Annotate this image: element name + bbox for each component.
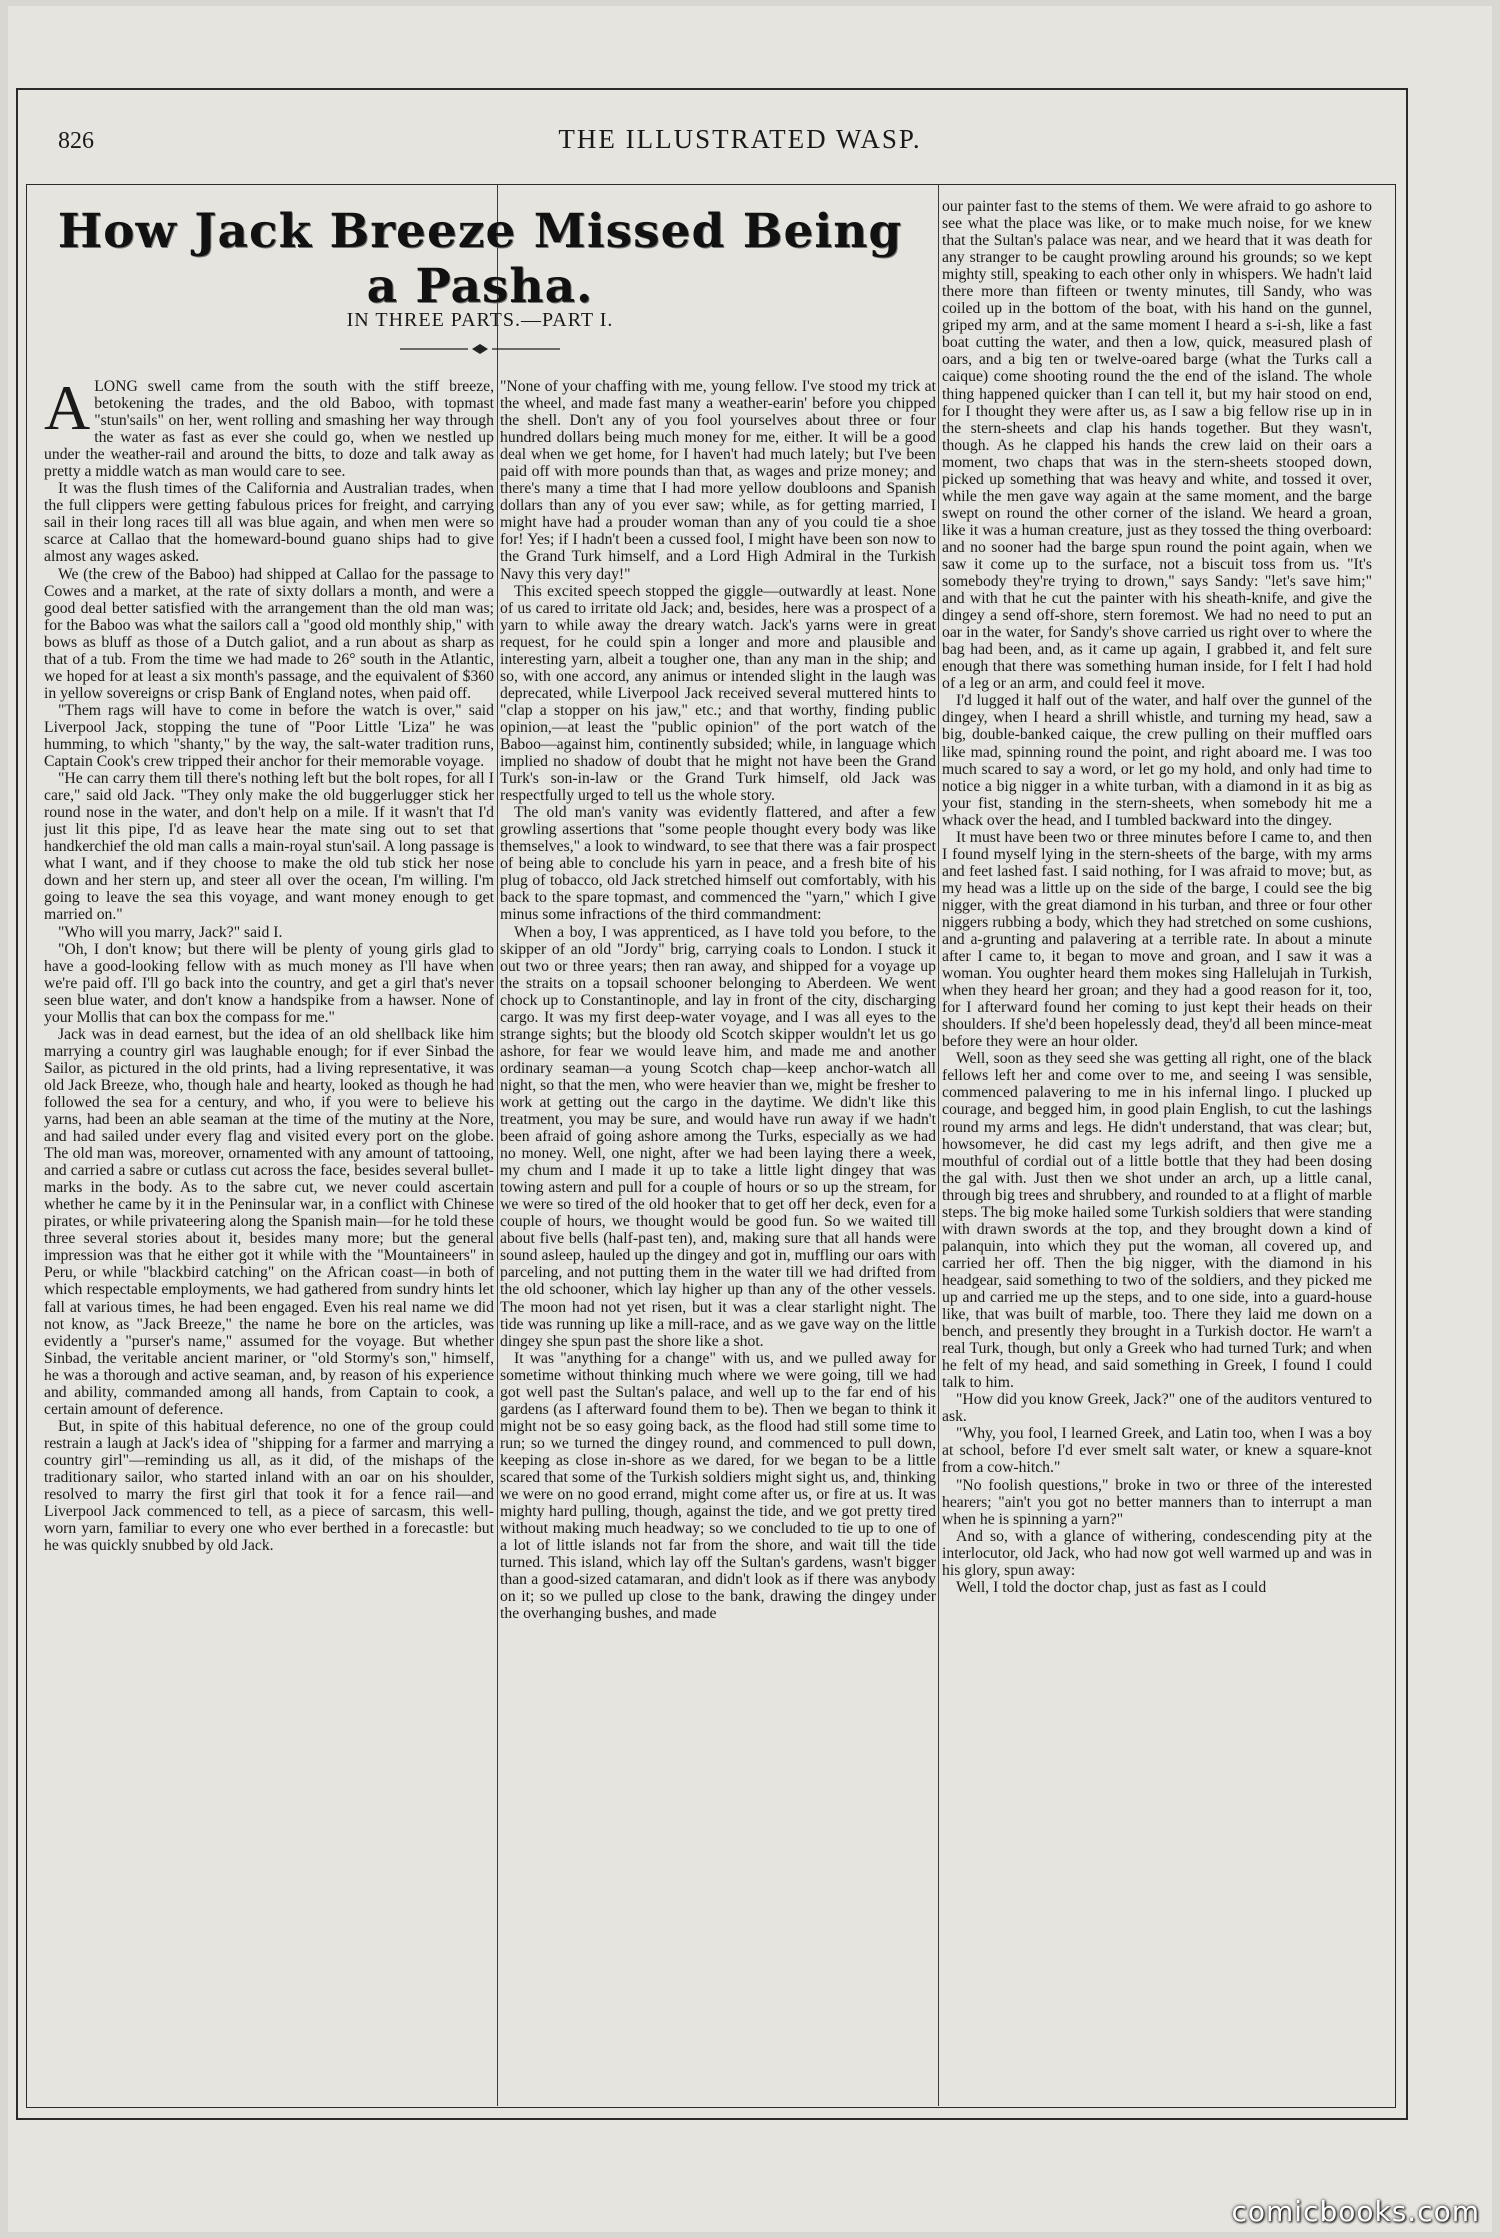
- article-paragraph: It was the flush times of the California and Australian trades, when the full clippers were getting fabulous prices for freight, and carrying sail in their long races till all was blue again, and when men were so scarce at Callao that the homeward-bound guano ships had to give almost any wages asked.: [44, 480, 494, 566]
- article-paragraph: "Why, you fool, I learned Greek, and Latin too, when I was a boy at school, before I'd ever smelt salt water, or knew a square-knot from a cow-hitch.": [942, 1425, 1372, 1477]
- article-title: How Jack Breeze Missed Being a Pasha.: [57, 204, 903, 314]
- article-paragraph: "How did you know Greek, Jack?" one of the auditors ventured to ask.: [942, 1391, 1372, 1426]
- article-paragraph: our painter fast to the stems of them. We were afraid to go ashore to see what the place was like, or to make much noise, for we knew that the Sultan's palace was near, and we heard that it was death for any stranger to be caught prowling around his grounds; so we kept mighty still, speaking to each other only in whispers. We hadn't laid there more than fifteen or twenty minutes, till Sandy, who was coiled up in the bottom of the boat, with his hand on the gunnel, griped my arm, and at the same moment I heard a s-i-sh, like a fast boat cutting the water, and then a low, quick, measured plash of oars, and a big ten or twelve-oared barge (what the Turks call a caique) come shooting round the the end of the island. The whole thing happened quicker than I can tell it, but my hair stood on end, for I thought they were after us, as I saw a big fellow rise up in in the stern-sheets and clap his hands together. But they wasn't, though. As he clapped his hands the crew laid on their oars a moment, two chaps that was in the stern-sheets stooped down, picked up something that was heavy and white, and tossed it over, while the men gave way again at the same moment, and the barge swept on round the other corner of the island. We heard a groan, like it was a human creature, just as they tossed the thing overboard: and no sooner had the barge spun round the point again, when we saw it come up to the surface, not a biscuit toss from us. "It's somebody they're trying to drown," says Sandy: "let's save him;" and with that he cut the painter with his sheath-knife, and give the dingey a send off-shore, stern foremost. We had no need to put an oar in the water, for Sandy's shove carried us right over to where the bag had been, and, as it came up again, I grabbed it, and felt sure enough that there was something human inside, for I felt I had hold of a leg or an arm, and could feel it move.: [942, 198, 1372, 693]
- ornament-divider: [400, 343, 560, 355]
- article-paragraph: ALONG swell came from the south with the stiff breeze, betokening the trades, and the old Baboo, with topmast "stun'sails" on her, went rolling and smashing her way through the water as fast as ever she could go, when we nestled up under the weather-rail and around the bitts, to doze and talk away as pretty a middle watch as man would care to see.: [44, 378, 494, 481]
- article-paragraph: It must have been two or three minutes before I came to, and then I found myself lying in the stern-sheets of the barge, with my arms and feet lashed fast. I said nothing, for I was afraid to move; but, as my head was a little up on the side of the barge, I could see the big nigger, with the great diamond in his turban, and three or four other niggers rubbing a body, which they had stretched on some cushions, and a-grunting and palavering at a terrible rate. In about a minute after I came to, it began to move and groan, and I saw it was a woman. You oughter heard them mokes sing Hallelujah in Turkish, when they heard her groan; and they had a good reason for it, too, for I afterward found her coming to just kept their heads on their shoulders. If she'd been hopelessly dead, they'd all been mince-meat before they were an hour older.: [942, 828, 1372, 1051]
- article-paragraph: This excited speech stopped the giggle—outwardly at least. None of us cared to irritate old Jack; and, besides, here was a prospect of a yarn to while away the dreary watch. Jack's yarns were in great request, for he could spin a longer and more and plausible and interesting yarn, albeit a tougher one, than any man in the ship; and so, with one accord, any animus or intended slight in the laugh was deprecated, while Liverpool Jack received several muttered hints to "clap a stopper on his jaw," etc.; and that worthy, finding public opinion,—at least the "public opinion" of the port watch of the Baboo—against him, continently subsided; while, in language which implied no shadow of doubt that he might not have been the Grand Turk's son-in-law or the Grand Turk himself, old Jack was respectfully urged to tell us the whole story.: [500, 582, 936, 805]
- article-paragraph: "Oh, I don't know; but there will be plenty of young girls glad to have a good-looking fellow with as much money as I'll have when we're paid off. I'll go back into the country, and get a girl that's never seen blue water, and don't know a handspike from a hawser. None of your Mollis that can box the compass for me.": [44, 940, 494, 1026]
- article-paragraph: "No foolish questions," broke in two or three of the interested hearers; "ain't you got no better manners than to interrupt a man when he is spinning a yarn?": [942, 1476, 1372, 1528]
- column-rule-2: [938, 184, 939, 2106]
- article-column-2: [500, 378, 936, 2096]
- article-paragraph: "None of your chaffing with me, young fellow. I've stood my trick at the wheel, and made fast many a weather-earin' before you chipped the shell. Don't any of you fool yourselves about three or four hundred dollars being much money for me, either. It will be a good deal when we get home, for I haven't had much lately; but I've been paid off with more pounds than that, as wages and prize money; and there's many a time that I had more yellow doubloons and Spanish dollars than any of you ever saw; while, as for getting married, I might have had a prouder woman than any of you could tie a shoe for! Yes; if I hadn't been a cussed fool, I might have been son now to the Grand Turk himself, and a Lord High Admiral in the Turkish Navy this very day!": [500, 378, 936, 583]
- article-paragraph: Well, soon as they seed she was getting all right, one of the black fellows left her and come over to me, and seeing I was sensible, commenced palavering to me in his infernal lingo. I plucked up courage, and begged him, in good plain English, to cut the lashings round my arms and legs. He didn't understand, that was clear; but, howsomever, he did cast my legs adrift, and then give me a mouthful of cordial out of a little bottle that they had been dosing the gal with. Just then we shot under an arch, up a little canal, through big trees and shrubbery, and rounded to at a flight of marble steps. The big moke hailed some Turkish soldiers that were standing with drawn swords at the top, and they brought down a kind of palanquin, into which they put the woman, all covered up, and carried her off. Then the big nigger, with the diamond in his headgear, said something to two of the soldiers, and they picked me up and carried me up the steps, and to one side, into a guard-house like, that was built of marble, too. There they laid me down on a bench, and presently they brought in a Turkish doctor. He warn't a real Turk, though, but only a Greek who had turned Turk; and when he felt of my head, and said something in Greek, I found I could talk to him.: [942, 1050, 1372, 1392]
- article-paragraph: It was "anything for a change" with us, and we pulled away for sometime without thinking much where we were going, till we had got well past the Sultan's palace, and well up to the far end of his gardens (as I afterward found them to be). Then we began to think it might not be so easy going back, as the flood had still some time to run; so we turned the dingey round, and commenced to pull down, keeping as close in-shore as we dared, for we began to be a little scared that some of the Turkish soldiers might sight us, and, thinking we were on no good errand, might come after us, or fire at us. It was mighty hard pulling, though, against the tide, and we got pretty tired without making much headway; so we concluded to tie up to one of a lot of little islands not far from the shore, and wait till the tide turned. This island, which lay off the Sultan's gardens, wasn't bigger than a good-sized catamaran, and didn't look as if there was anybody on it; so we pulled up close to the bank, drawing the dingey under the overhanging bushes, and made: [500, 1349, 936, 1623]
- masthead: THE ILLUSTRATED WASP.: [558, 124, 922, 154]
- article-paragraph: Jack was in dead earnest, but the idea of an old shellback like him marrying a country girl was laughable enough; for if ever Sinbad the Sailor, as pictured in the old prints, had a living representative, it was old Jack Breeze, who, though hale and hearty, looked as though he had followed the sea for a century, and who, if you were to believe his yarns, had been an able seaman at the time of the mutiny at the Nore, and had sailed under every flag and visited every port on the globe. The old man was, moreover, ornamented with any amount of tattooing, and carried a sabre or cutlass cut across the face, besides several bullet-marks in the body. As to the sabre cut, we never could ascertain whether he came by it in the Peninsular war, in a conflict with Chinese pirates, or while privateering along the Spanish main—for he told these three several stories about it, besides many more; but the general impression was that he either got it while with the "Mountaineers" in Peru, or while "blackbird catching" on the African coast—in both of which respectable employments, we had gathered from sundry hints let fall at various times, he had been engaged. Even his real name we did not know, as "Jack Breeze," the name he bore on the articles, was evidently a "purser's name," assumed for the voyage. But whether Sinbad, the veritable ancient mariner, or "old Stormy's son," himself, he was a thorough and active seaman, and, by reason of his experience and ability, commanded among all hands, from Captain to cook, a certain amount of deference.: [44, 1025, 494, 1418]
- article-paragraph: "Them rags will have to come in before the watch is over," said Liverpool Jack, stopping the tune of "Poor Little 'Liza" he was humming, to which "shanty," by the way, the salt-water tradition runs, Captain Cook's crew tripped their anchor for their memorable voyage.: [44, 701, 494, 771]
- article-paragraph: We (the crew of the Baboo) had shipped at Callao for the passage to Cowes and a market, at the rate of sixty dollars a month, and were a good deal better satisfied with the arrangement than the old man was; for the Baboo was what the sailors call a "good old monthly ship," with bows as bluff as those of a Dutch galiot, and a run about as sharp as that of a tub. From the time we had made to 26° south in the Atlantic, we hoped for at least a six month's passage, and the equivalent of $360 in yellow sovereigns or crisp Bank of England notes, when paid off.: [44, 565, 494, 702]
- article-column-1: [44, 378, 494, 2096]
- article-column-3: [942, 198, 1372, 2096]
- article-paragraph: "Who will you marry, Jack?" said I.: [58, 923, 283, 941]
- article-paragraph: But, in spite of this habitual deference, no one of the group could restrain a laugh at Jack's idea of "shipping for a farmer and marrying a country girl"—reminding us all, as it did, of the mishaps of the traditionary sailor, who started inland with an oar on his shoulder, resolved to marry the first girl that took it for a fence rail—and Liverpool Jack commenced to tell, as a piece of sarcasm, this well-worn yarn, familiar to every one who ever berthed in a forecastle: but he was quickly snubbed by old Jack.: [44, 1417, 494, 1555]
- column-rule-1: [497, 184, 498, 2106]
- page-number: 826: [58, 128, 94, 154]
- article-paragraph: The old man's vanity was evidently flattered, and after a few growling assertions that "some people thought every body was like themselves," a look to windward, to see that there was a fair prospect of being able to conclude his yarn in peace, and a fresh bite of his plug of tobacco, old Jack stretched himself out comfortably, with his back to the spare topmast, and commenced the "yarn," which I give minus some infractions of the third commandment:: [500, 804, 936, 924]
- site-watermark: comicbooks.com: [1231, 2195, 1480, 2228]
- article-paragraph: "He can carry them till there's nothing left but the bolt ropes, for all I care," said old Jack. "They only make the old buggerlugger stick her round nose in the water, and don't help on a mile. If it wasn't that I'd just lit this pipe, I'd as leave hear the mate sing out to set that handkerchief the old man calls a main-royal stun'sail. A long passage is what I want, and if they choose to make the old tub stick her nose down and her stern up, and steer all over the ocean, I'm willing. I'm going to leave the sea this voyage, and want money enough to get married on.": [44, 770, 494, 924]
- article-paragraph: Well, I told the doctor chap, just as fast as I could: [956, 1578, 1267, 1596]
- article-paragraph: When a boy, I was apprenticed, as I have told you before, to the skipper of an old "Jordy" brig, carrying coals to London. I stuck it out two or three years; then ran away, and shipped for a voyage up the straits on a topsail schooner belonging to Aberdeen. We went chock up to Constantinople, and lay in front of the city, discharging cargo. It was my first deep-water voyage, and I was all eyes to the strange sights; but the bloody old Scotch skipper wouldn't let us go ashore, for fear we would leave him, and made me and another ordinary seaman—a young Scotch chap—keep anchor-watch all night, so that the men, who were heavier than we, might be fresher to work at getting out the cargo in the daytime. We didn't like this treatment, you may be sure, and would have run away if we hadn't been afraid of going ashore among the Turks, especially as we had no money. Well, one night, after we had been laying there a week, my chum and I made it up to take a little light dingey that was towing astern and pull for a couple of hours or so up the stream, for we were so tired of the old hooker that to get off her deck, even for a couple of hours, we thought would be good fun. So we waited till about five bells (half-past ten), and, making sure that all hands were sound asleep, hauled up the dingey and got in, muffling our oars with parceling, and not putting them in the water till we had drifted from the old schooner, which lay higher up than any of the other vessels. The moon had not yet risen, but it was a clear starlight night. The tide was running up like a mill-race, and as we gave way on the little dingey she spun past the shore like a shot.: [500, 923, 936, 1350]
- article-paragraph: I'd lugged it half out of the water, and half over the gunnel of the dingey, when I heard a shrill whistle, and turning my head, saw a big, double-banked caique, the crew pulling on their muffled oars like mad, spinning round the point, and right aboard me. I was too much scared to say a word, or let go my hold, and only had time to notice a big nigger in a white turban, with a diamond in it as big as your fist, standing in the stern-sheets, when somebody hit me a whack over the head, and I tumbled backward into the dingey.: [942, 692, 1372, 829]
- article-paragraph: And so, with a glance of withering, condescending pity at the interlocutor, old Jack, who had now got well warmed up and was in his glory, spun away:: [942, 1527, 1372, 1579]
- article-subtitle: IN THREE PARTS.—PART I.: [346, 309, 614, 331]
- drop-cap: A: [44, 378, 91, 443]
